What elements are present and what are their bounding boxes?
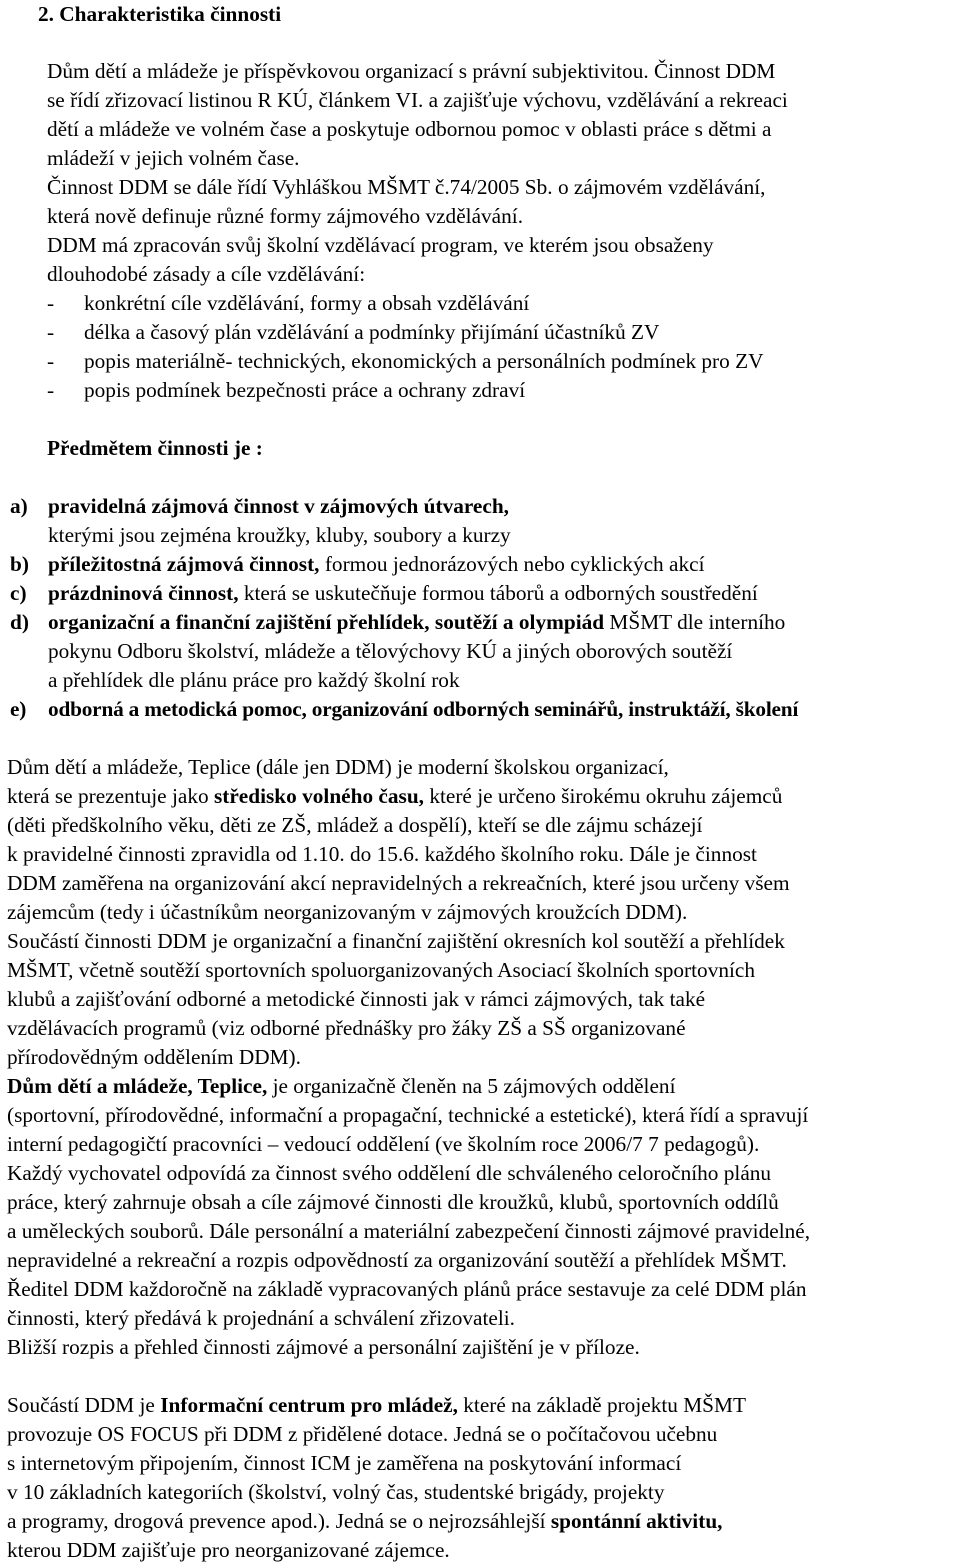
paragraph-line: (děti předškolního věku, děti ze ZŠ, mládež a dospělí), kteří se dle zájmu scházejí — [7, 813, 703, 837]
paragraph-line: práce, který zahrnuje obsah a cíle zájmové činnosti dle kroužků, klubů, sportovních oddílů — [7, 1190, 779, 1214]
paragraph-line: interní pedagogičtí pracovníci – vedoucí oddělení (ve školním roce 2006/7 7 pedagogů). — [7, 1132, 760, 1156]
intro-line: dlouhodobé zásady a cíle vzdělávání: — [47, 262, 366, 286]
paragraph-line: provozuje OS FOCUS při DDM z přidělené dotace. Jedná se o počítačovou učebnu — [7, 1422, 718, 1446]
activity-item-e: e) odborná a metodická pomoc, organizování odborných seminářů, instruktáží, školení — [10, 697, 799, 721]
paragraph-line: Součástí činnosti DDM je organizační a finanční zajištění okresních kol soutěží a přehlídek — [7, 929, 785, 953]
paragraph-line: Dům dětí a mládeže, Teplice, je organizačně členěn na 5 zájmových oddělení — [7, 1074, 676, 1098]
paragraph-line: přírodovědným oddělením DDM). — [7, 1045, 301, 1069]
paragraph-line: kterou DDM zajišťuje pro neorganizované zájemce. — [7, 1538, 450, 1562]
paragraph-line: Dům dětí a mládeže, Teplice (dále jen DDM) je moderní školskou organizací, — [7, 755, 669, 779]
intro-line: DDM má zpracován svůj školní vzdělávací program, ve kterém jsou obsaženy — [47, 233, 714, 257]
paragraph-line: MŠMT, včetně soutěží sportovních spoluorganizovaných Asociací školních sportovních — [7, 958, 756, 982]
intro-line: Dům dětí a mládeže je příspěvkovou organizací s právní subjektivitou. Činnost DDM — [47, 59, 776, 83]
dash-list-item: - délka a časový plán vzdělávání a podmínky přijímání účastníků ZV — [47, 320, 660, 344]
paragraph-line: činnosti, který předává k projednání a schválení zřizovateli. — [7, 1306, 515, 1330]
subject-heading: Předmětem činnosti je : — [47, 436, 263, 460]
paragraph-line: Každý vychovatel odpovídá za činnost svého oddělení dle schváleného celoročního plánu — [7, 1161, 772, 1185]
dash-list-item: - popis materiálně- technických, ekonomických a personálních podmínek pro ZV — [47, 349, 764, 373]
activity-item-a: a) pravidelná zájmová činnost v zájmových útvarech, — [10, 494, 510, 518]
paragraph-line: s internetovým připojením, činnost ICM je zaměřena na poskytování informací — [7, 1451, 682, 1475]
paragraph-line: vzdělávacích programů (viz odborné přednášky pro žáky ZŠ a SŠ organizované — [7, 1016, 686, 1040]
intro-line: se řídí zřizovací listinou R KÚ, článkem VI. a zajišťuje výchovu, vzdělávání a rekreaci — [47, 88, 788, 112]
paragraph-line: zájemcům (tedy i účastníkům neorganizovaným v zájmových kroužcích DDM). — [7, 900, 688, 924]
paragraph-line: k pravidelné činnosti zpravidla od 1.10. do 15.6. každého školního roku. Dále je činnost — [7, 842, 757, 866]
paragraph-line: (sportovní, přírodovědné, informační a propagační, technické a estetické), která řídí a spravují — [7, 1103, 809, 1127]
paragraph-line: nepravidelné a rekreační a rozpis odpovědností za organizování soutěží a přehlídek MŠMT. — [7, 1248, 787, 1272]
paragraph-line: Ředitel DDM každoročně na základě vypracovaných plánů práce sestavuje za celé DDM plán — [7, 1277, 807, 1301]
dash-list-item: - popis podmínek bezpečnosti práce a ochrany zdraví — [47, 378, 526, 402]
activity-item-b: b) příležitostná zájmová činnost, formou jednorázových nebo cyklických akcí — [10, 552, 705, 576]
dash-list-item: - konkrétní cíle vzdělávání, formy a obsah vzdělávání — [47, 291, 530, 315]
paragraph-line: v 10 základních kategoriích (školství, volný čas, studentské brigády, projekty — [7, 1480, 665, 1504]
intro-line: která nově definuje různé formy zájmového vzdělávání. — [47, 204, 524, 228]
paragraph-line: DDM zaměřena na organizování akcí nepravidelných a rekreačních, které jsou určeny všem — [7, 871, 790, 895]
paragraph-line: která se prezentuje jako středisko volného času, které je určeno širokému okruhu zájemců — [7, 784, 783, 808]
paragraph-line: klubů a zajišťování odborné a metodické činnosti jak v rámci zájmových, tak také — [7, 987, 706, 1011]
intro-line: Činnost DDM se dále řídí Vyhláškou MŠMT č.74/2005 Sb. o zájmovém vzdělávání, — [47, 175, 766, 199]
activity-item-d: d) organizační a finanční zajištění přehlídek, soutěží a olympiád MŠMT dle interního — [10, 610, 786, 634]
paragraph-line: Bližší rozpis a přehled činnosti zájmové a personální zajištění je v příloze. — [7, 1335, 640, 1359]
intro-line: mládeží v jejich volném čase. — [47, 146, 300, 170]
intro-line: dětí a mládeže ve volném čase a poskytuje odbornou pomoc v oblasti práce s dětmi a — [47, 117, 772, 141]
paragraph-line: Součástí DDM je Informační centrum pro mládež, které na základě projektu MŠMT — [7, 1393, 746, 1417]
section-heading: 2. Charakteristika činnosti — [38, 2, 282, 26]
paragraph-line: a uměleckých souborů. Dále personální a materiální zabezpečení činnosti zájmové pravidelné, — [7, 1219, 811, 1243]
activity-item-a-cont: kterými jsou zejména kroužky, kluby, soubory a kurzy — [48, 523, 511, 547]
activity-item-d-cont: pokynu Odboru školství, mládeže a tělovýchovy KÚ a jiných oborových soutěží — [48, 639, 733, 663]
activity-item-d-cont: a přehlídek dle plánu práce pro každý školní rok — [48, 668, 460, 692]
activity-item-c: c) prázdninová činnost, která se uskutečňuje formou táborů a odborných soustředění — [10, 581, 758, 605]
paragraph-line: a programy, drogová prevence apod.). Jedná se o nejrozsáhlejší spontánní aktivitu, — [7, 1509, 723, 1533]
